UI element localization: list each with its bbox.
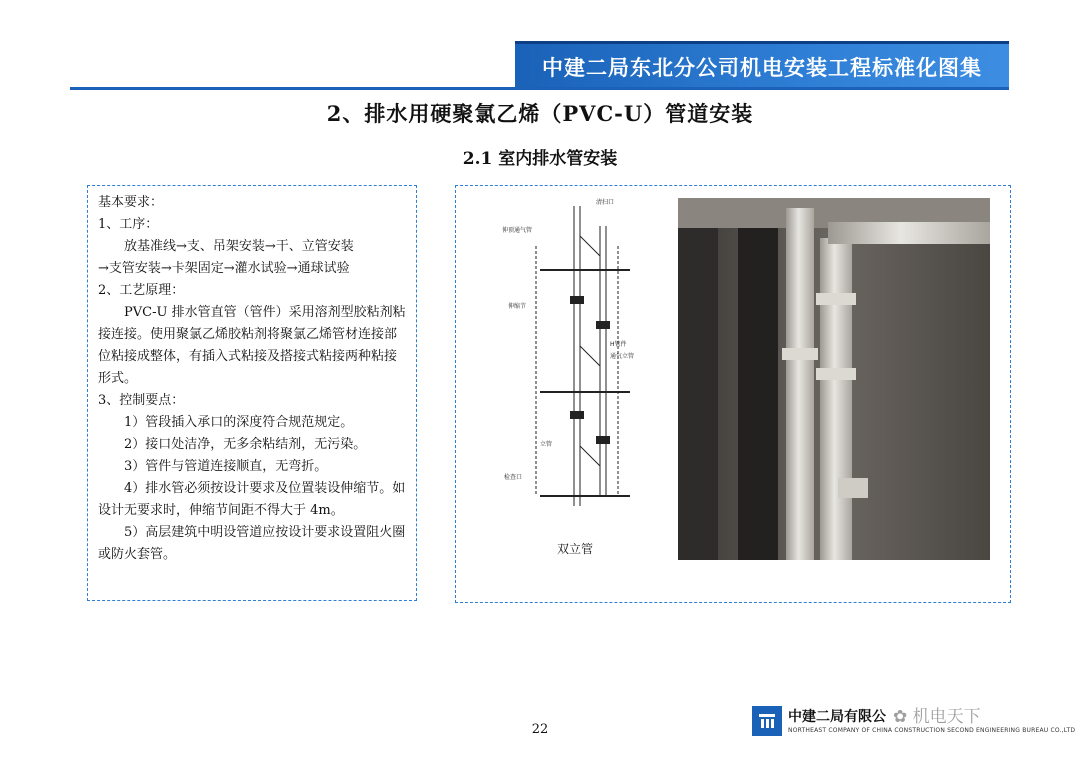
header-rule	[70, 87, 1009, 90]
watermark	[893, 702, 981, 727]
page-title: 2、排水用硬聚氯乙烯（PVC-U）管道安装	[326, 101, 754, 126]
company-name: 中建二局有限公	[788, 709, 886, 725]
diagram-label: 清扫口	[596, 199, 615, 206]
diagram-label: 通气立管	[610, 353, 635, 360]
section-title-control: 3、控制要点：	[98, 393, 185, 408]
diagram-label: 伸顶通气管	[502, 227, 533, 234]
control-point: 5）高层建筑中明设管道应按设计要求设置阻火圈或防火套管。	[98, 525, 406, 562]
diagram-label: 伸缩节	[508, 303, 527, 310]
control-point: 2）接口处洁净，无多余粘结剂，无污染。	[124, 437, 367, 452]
process-line: →支管安装→卡架固定→灌水试验→通球试验	[98, 261, 350, 276]
control-point: 1）管段插入承口的深度符合规范规定。	[124, 415, 354, 430]
diagram-label: 立管	[540, 441, 553, 448]
company-name-en: NORTHEAST COMPANY OF CHINA CONSTRUCTION SECOND ENGINEERING BUREAU CO.,LTD	[788, 727, 1076, 734]
header-banner	[515, 41, 1009, 90]
diagram-label: 检查口	[504, 474, 523, 481]
requirements-panel	[87, 185, 417, 601]
installation-photo	[678, 198, 990, 560]
section-title: 2.1 室内排水管安装	[462, 149, 618, 169]
diagram-label: H管件	[610, 341, 627, 348]
principle-text: PVC-U 排水管直管（管件）采用溶剂型胶粘剂粘接连接。使用聚氯乙烯胶粘剂将聚氯乙烯管材连接部位粘接成整体，有插入式粘接及搭接式粘接两种粘接形式。	[98, 305, 406, 386]
page-number: 22	[531, 722, 549, 737]
watermark-text: 机电天下	[912, 707, 981, 727]
process-line: 放基准线→支、吊架安装→干、立管安装	[124, 239, 354, 254]
requirements-heading: 基本要求：	[98, 195, 164, 210]
company-logo-icon	[752, 706, 782, 736]
section-title-process: 1、工序：	[98, 217, 159, 232]
section-title-principle: 2、工艺原理：	[98, 283, 185, 298]
control-point: 4）排水管必须按设计要求及位置装设伸缩节。如设计无要求时，伸缩节间距不得大于 4m。	[98, 481, 406, 518]
double-stack-diagram	[500, 196, 640, 526]
control-point: 3）管件与管道连接顺直，无弯折。	[124, 459, 328, 474]
banner-title: 中建二局东北分公司机电安装工程标准化图集	[542, 56, 982, 80]
wechat-icon: ✿	[893, 707, 913, 727]
diagram-caption: 双立管	[556, 542, 593, 556]
